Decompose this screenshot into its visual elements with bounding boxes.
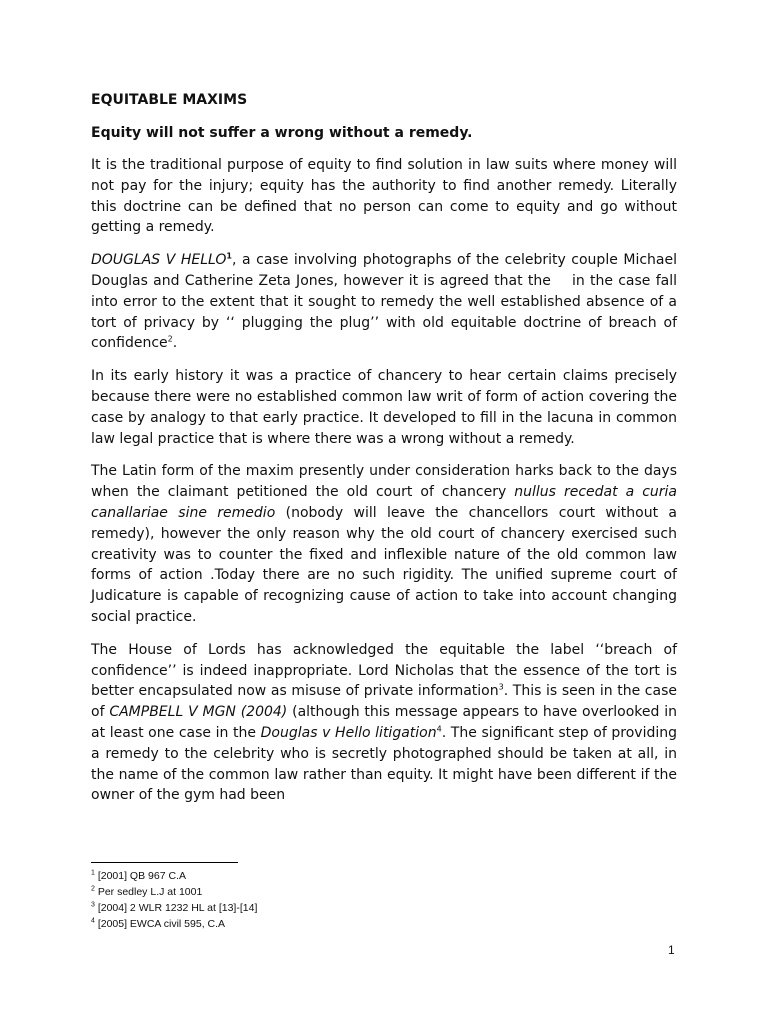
paragraph-3: In its early history it was a practice of chancery to hear certain claims precisely because there were no established common law writ of form of action covering the case by analogy to that early practice. It developed to fill in the lacuna in common law legal practice that is where there was a wrong without a remedy. [91,368,677,447]
case-name-campbell: CAMPBELL V MGN (2004) [109,704,288,721]
footnote-3 [91,900,491,916]
footnote-2 [91,884,491,900]
footnote-separator [91,862,238,863]
footnote-text: Per sedley L.J at 1001 [94,886,203,898]
footnote-number: 2 [91,885,95,893]
footnote-text: [2005] EWCA civil 595, C.A [94,918,226,930]
paragraph-5-text-d: . The significant step of providing a remedy to the celebrity who is secretly photographed should be taken at all, in the name of the common law rather than equity. It might have been different if the owner of the gym had been [91,724,677,804]
paragraph-2-text-a: , a case involving photographs of the celebrity couple Michael Douglas and Catherine Zeta Jones, however it is agreed that the in the case fall into error to the extent that it sought to remedy the well established absence of a tort of privacy by ‘‘ plugging the plug’’ with old equitable doctrine of breach of confidence [91,252,677,352]
paragraph-4-text-a: The Latin form of the maxim presently under consideration harks back to the days when the claimant petitioned the old court of chancery [91,463,677,501]
paragraph-4-text-b: (nobody will leave the chancellors court without a remedy), however the only reason why the old court of chancery exercised such creativity was to counter the fixed and inflexible nature of the old common law forms of action .Today there are no such rigidity. The unified supreme court of Judicature is capable of recognizing cause of action to take into account changing social practice. [91,504,677,625]
latin-maxim: nullus recedat a curia canallariae sine remedio [91,484,677,521]
footnote-1 [91,868,491,884]
paragraph-4 [91,461,677,627]
footnote-number: 3 [91,901,95,909]
paragraph-2 [91,250,677,354]
footnote-number: 4 [91,917,95,925]
footnote-ref-4: 4 [436,724,442,734]
case-name-douglas-litigation: Douglas v Hello litigation [260,724,437,741]
paragraph-5-text-a: The House of Lords has acknowledged the equitable the label ‘‘breach of confidence’’ is indeed inappropriate. Lord Nicholas that the essence of the tort is better encapsulated now as misuse of private information [91,641,677,700]
paragraph-5-text-c: (although this message appears to have overlooked in at least one case in the [91,704,677,741]
paragraph-5 [91,640,677,806]
document-subtitle: Equity will not suffer a wrong without a remedy. [91,125,473,141]
paragraph-2-text-b: . [172,335,178,352]
footnote-ref-1: 1 [226,251,232,261]
document-body [91,90,677,818]
footnote-4 [91,916,491,932]
footnote-ref-3: 3 [498,682,504,692]
paragraph-5-text-b: . This is seen in the case of [91,683,677,721]
footnote-text: [2001] QB 967 C.A [94,870,186,882]
page-number: 1 [668,943,675,957]
footnotes [91,862,491,932]
case-name: DOUGLAS V HELLO [91,252,227,269]
document-title: EQUITABLE MAXIMS [91,92,248,108]
footnote-text: [2004] 2 WLR 1232 HL at [13]-[14] [94,902,258,914]
footnote-ref-2: 2 [167,334,173,344]
footnote-number: 1 [91,869,95,877]
paragraph-1: It is the traditional purpose of equity to find solution in law suits where money will not pay for the injury; equity has the authority to find another remedy. Literally this doctrine can be defined that no person can come to equity and go without getting a remedy. [91,157,677,236]
